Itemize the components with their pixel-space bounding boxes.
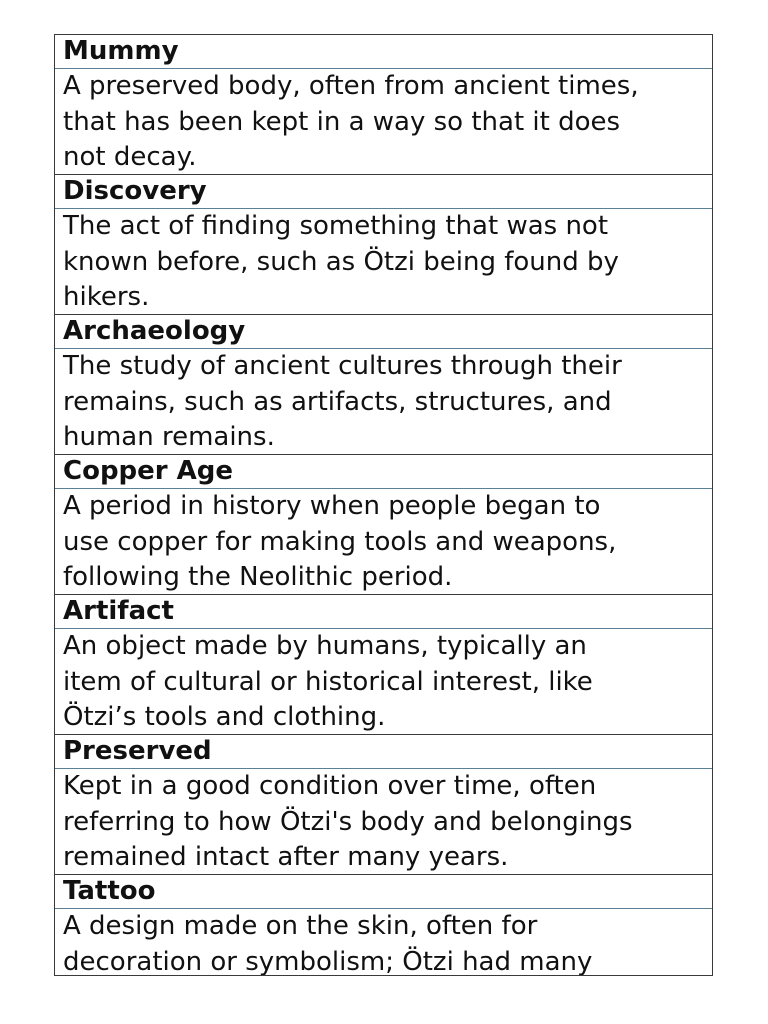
term-heading: Archaeology [55,315,712,349]
glossary-entry-preserved [55,735,712,875]
term-definition: Kept in a good condition over time, often referring to how Ötzi's body and belongings remained intact after many years. [55,769,712,875]
glossary-table [54,34,713,976]
term-heading: Mummy [55,35,712,69]
term-definition: A preserved body, often from ancient times, that has been kept in a way so that it does not decay. [55,69,712,175]
term-definition: A period in history when people began to use copper for making tools and weapons, following the Neolithic period. [55,489,712,595]
term-definition: The study of ancient cultures through their remains, such as artifacts, structures, and human remains. [55,349,712,455]
term-definition: An object made by humans, typically an item of cultural or historical interest, like Ötzi’s tools and clothing. [55,629,712,735]
glossary-entry-archaeology [55,315,712,455]
term-heading: Artifact [55,595,712,629]
term-heading: Discovery [55,175,712,209]
glossary-entry-mummy [55,35,712,175]
term-heading: Preserved [55,735,712,769]
term-heading: Tattoo [55,875,712,909]
glossary-entry-discovery [55,175,712,315]
glossary-entry-copper-age [55,455,712,595]
term-definition: A design made on the skin, often for decoration or symbolism; Ötzi had many [63,911,593,976]
glossary-entry-artifact [55,595,712,735]
term-definition: The act of finding something that was not known before, such as Ötzi being found by hikers. [55,209,712,315]
term-heading: Copper Age [55,455,712,489]
glossary-entry-tattoo [55,875,712,976]
